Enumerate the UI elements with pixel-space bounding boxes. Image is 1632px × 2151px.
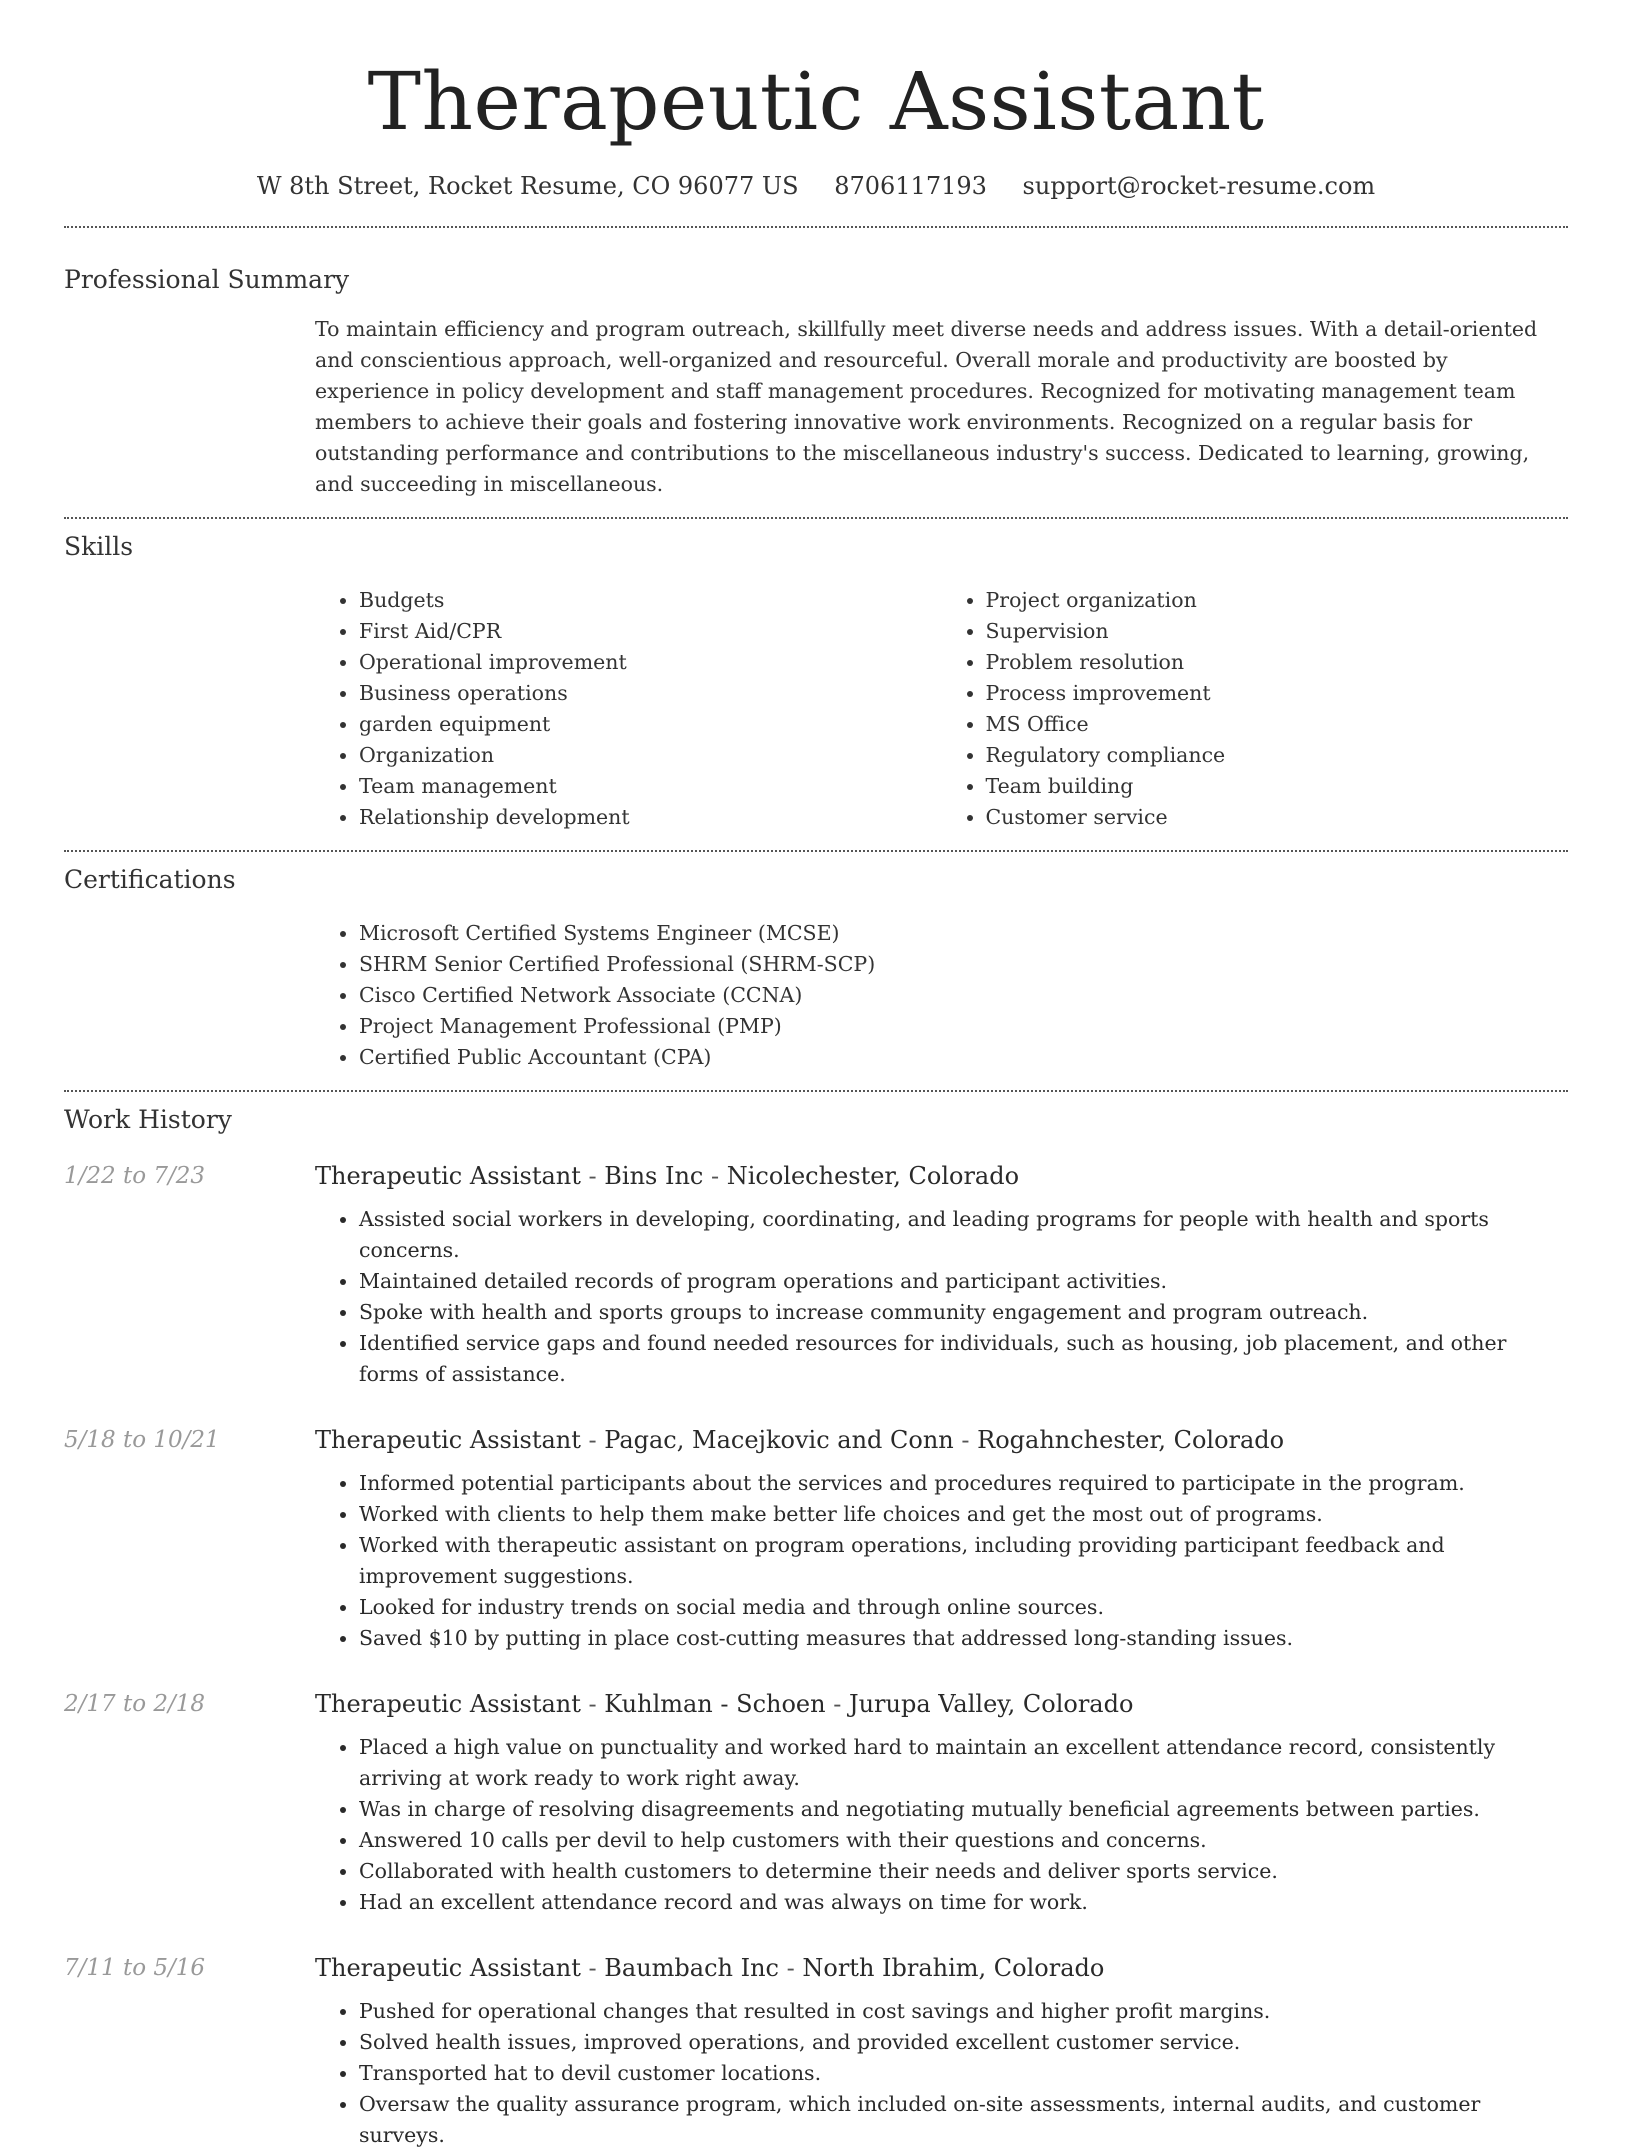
heading-separator: -	[580, 1690, 605, 1718]
job-bullets	[315, 1468, 1568, 1654]
page-title: Therapeutic Assistant	[367, 55, 1265, 148]
job-bullet: • Spoke with health and sports groups to increase community engagement and program outreach.	[359, 1297, 1568, 1328]
job-dates: 5/18 to 10/21	[64, 1427, 220, 1453]
skill-item: • Organization	[359, 740, 942, 771]
section-title-summary: Professional Summary	[64, 265, 350, 294]
skill-item: • Customer service	[986, 802, 1569, 833]
job-bullet: • Pushed for operational changes that resulted in cost savings and higher profit margins.	[359, 1996, 1568, 2027]
skill-item: • Business operations	[359, 678, 942, 709]
skill-item: • Project organization	[986, 585, 1569, 616]
job-heading	[315, 1424, 1568, 1456]
job-company: Kuhlman - Schoen	[604, 1690, 826, 1718]
job-title: Therapeutic Assistant	[315, 1162, 581, 1190]
skill-item: • Team building	[986, 771, 1569, 802]
summary-section	[64, 264, 1568, 500]
skill-item: • First Aid/CPR	[359, 616, 942, 647]
heading-separator: -	[580, 1954, 605, 1982]
address-text: W 8th Street, Rocket Resume, CO 96077 US	[256, 172, 799, 200]
job-title: Therapeutic Assistant	[315, 1954, 581, 1982]
job-bullet: • Informed potential participants about the services and procedures required to participate in the program.	[359, 1468, 1568, 1499]
summary-text: To maintain efficiency and program outreach, skillfully meet diverse needs and address issues. With a detail-oriented and conscientious approach, well-organized and resourceful. Overall morale and productivity are boosted by experience in policy development and staff management procedures. Recognized for motivating management team members to achieve their goals and fostering innovative work environments. Recognized on a regular basis for outstanding performance and contributions to the miscellaneous industry's success. Dedicated to learning, growing, and succeeding in miscellaneous.	[315, 317, 1538, 496]
contact-line	[64, 170, 1568, 202]
skill-item: • Budgets	[359, 585, 942, 616]
skill-item: • Operational improvement	[359, 647, 942, 678]
job-bullet: • Transported hat to devil customer locations.	[359, 2058, 1568, 2089]
job-bullets	[315, 1996, 1568, 2151]
job-dates: 2/17 to 2/18	[64, 1691, 206, 1717]
job-entry	[64, 1424, 1568, 1654]
certifications-list	[315, 918, 1568, 1073]
skill-item: • MS Office	[986, 709, 1569, 740]
job-dates: 1/22 to 7/23	[64, 1163, 206, 1189]
job-bullet: • Oversaw the quality assurance program, which included on-site assessments, internal audits, and customer surveys.	[359, 2089, 1568, 2151]
skills-list-right	[942, 585, 1569, 833]
job-title: Therapeutic Assistant	[315, 1426, 581, 1454]
certification-item: • Certified Public Accountant (CPA)	[359, 1042, 1568, 1073]
skills-list-left	[315, 585, 942, 833]
heading-separator: -	[703, 1162, 727, 1190]
job-company: Bins Inc	[604, 1162, 704, 1190]
phone-text: 8706117193	[834, 172, 987, 200]
certification-item: • SHRM Senior Certified Professional (SHRM-SCP)	[359, 949, 1568, 980]
job-bullets	[315, 1732, 1568, 1918]
job-location: Rogahnchester, Colorado	[977, 1426, 1285, 1454]
job-bullet: • Answered 10 calls per devil to help customers with their questions and concerns.	[359, 1825, 1568, 1856]
heading-separator: -	[580, 1426, 605, 1454]
heading-separator: -	[779, 1954, 803, 1982]
email-text: support@rocket-resume.com	[1022, 172, 1376, 200]
certification-item: • Microsoft Certified Systems Engineer (MCSE)	[359, 918, 1568, 949]
job-title: Therapeutic Assistant	[315, 1690, 581, 1718]
skill-item: • Relationship development	[359, 802, 942, 833]
job-heading	[315, 1952, 1568, 1984]
job-heading	[315, 1688, 1568, 1720]
job-entry	[64, 1160, 1568, 1390]
job-company: Baumbach Inc	[604, 1954, 779, 1982]
section-divider	[64, 1090, 1568, 1092]
skill-item: • garden equipment	[359, 709, 942, 740]
work-history-section	[64, 1104, 1568, 2151]
job-location: North Ibrahim, Colorado	[802, 1954, 1105, 1982]
job-bullet: • Looked for industry trends on social media and through online sources.	[359, 1592, 1568, 1623]
skill-item: • Team management	[359, 771, 942, 802]
job-bullet: • Worked with clients to help them make better life choices and get the most out of programs.	[359, 1499, 1568, 1530]
section-title-work-history: Work History	[64, 1105, 232, 1134]
heading-separator: -	[580, 1162, 605, 1190]
job-bullet: • Identified service gaps and found needed resources for individuals, such as housing, job placement, and other forms of assistance.	[359, 1328, 1568, 1390]
job-bullet: • Worked with therapeutic assistant on program operations, including providing participant feedback and improvement suggestions.	[359, 1530, 1568, 1592]
job-dates: 7/11 to 5/16	[64, 1955, 206, 1981]
job-bullet: • Had an excellent attendance record and was always on time for work.	[359, 1887, 1568, 1918]
job-location: Jurupa Valley, Colorado	[848, 1690, 1134, 1718]
job-bullet: • Solved health issues, improved operations, and provided excellent customer service.	[359, 2027, 1568, 2058]
job-bullet: • Placed a high value on punctuality and worked hard to maintain an excellent attendance record, consistently arriving at work ready to work right away.	[359, 1732, 1568, 1794]
heading-separator: -	[953, 1426, 978, 1454]
section-divider	[64, 226, 1568, 228]
job-entry	[64, 1952, 1568, 2151]
certification-item: • Cisco Certified Network Associate (CCNA)	[359, 980, 1568, 1011]
job-bullet: • Collaborated with health customers to determine their needs and deliver sports service.	[359, 1856, 1568, 1887]
job-entry	[64, 1688, 1568, 1918]
job-bullets	[315, 1204, 1568, 1390]
job-bullet: • Assisted social workers in developing, coordinating, and leading programs for people with health and sports concerns.	[359, 1204, 1568, 1266]
job-company: Pagac, Macejkovic and Conn	[604, 1426, 954, 1454]
section-divider	[64, 517, 1568, 519]
section-title-skills: Skills	[64, 532, 134, 561]
skill-item: • Supervision	[986, 616, 1569, 647]
skill-item: • Problem resolution	[986, 647, 1569, 678]
resume-page	[64, 0, 1568, 2151]
job-bullet: • Was in charge of resolving disagreements and negotiating mutually beneficial agreements between parties.	[359, 1794, 1568, 1825]
job-location: Nicolechester, Colorado	[726, 1162, 1020, 1190]
skills-section	[64, 531, 1568, 833]
job-bullet: • Maintained detailed records of program operations and participant activities.	[359, 1266, 1568, 1297]
section-divider	[64, 850, 1568, 852]
jobs-container	[64, 1160, 1568, 2151]
job-heading	[315, 1160, 1568, 1192]
skill-item: • Process improvement	[986, 678, 1569, 709]
skill-item: • Regulatory compliance	[986, 740, 1569, 771]
certification-item: • Project Management Professional (PMP)	[359, 1011, 1568, 1042]
section-title-certifications: Certifications	[64, 865, 236, 894]
job-bullet: • Saved $10 by putting in place cost-cutting measures that addressed long-standing issues.	[359, 1623, 1568, 1654]
certifications-section	[64, 864, 1568, 1073]
heading-separator: -	[825, 1690, 849, 1718]
